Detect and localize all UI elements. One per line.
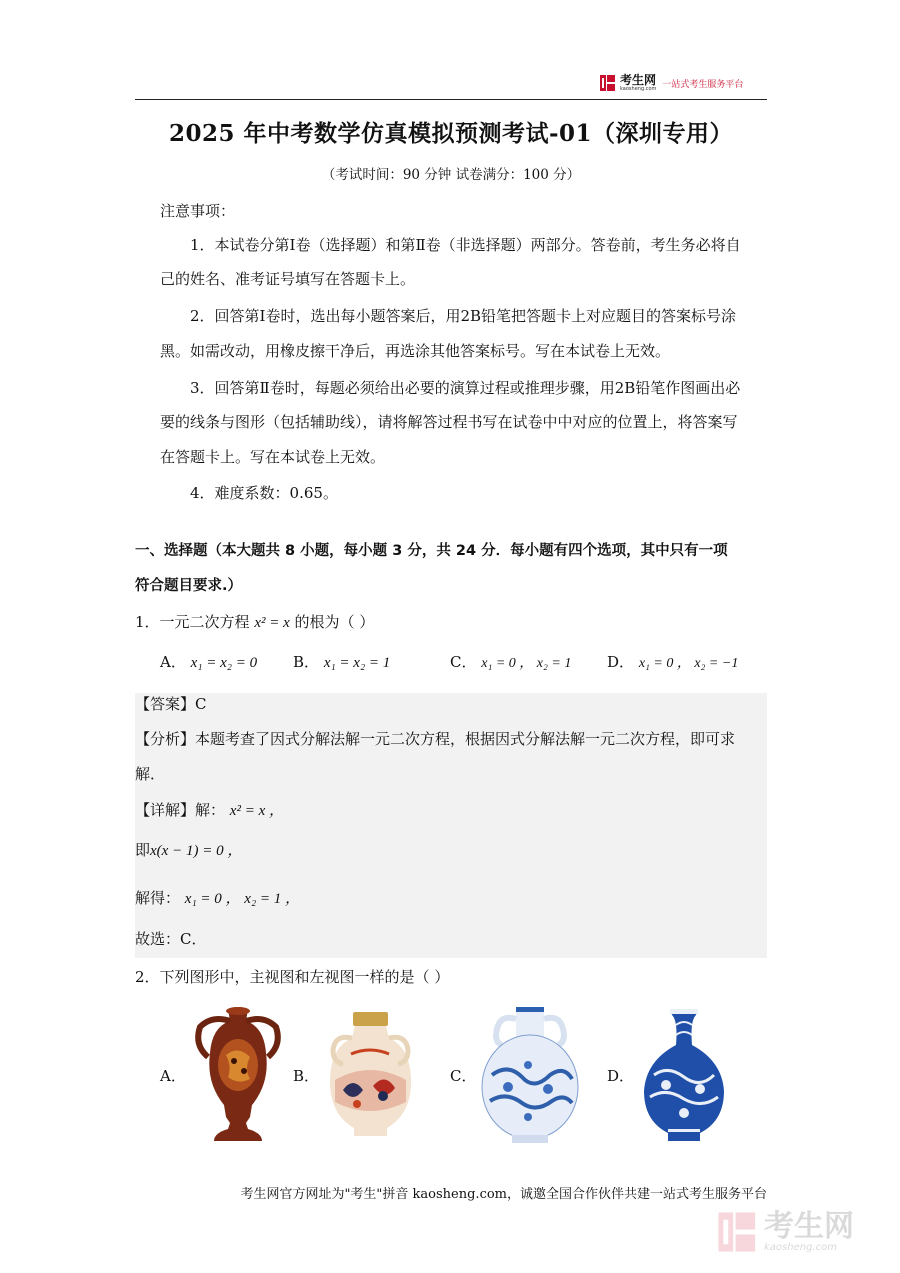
logo-domain: kaosheng.com: [620, 85, 657, 92]
question-2-stem: 2．下列图形中，主视图和左视图一样的是（ ）: [135, 968, 450, 986]
page-footer: 考生网官方网址为"考生"拼音 kaosheng.com，诚邀全国合作伙伴共建一站式考生服务平台: [240, 1187, 767, 1202]
header-logo: [600, 72, 765, 94]
answer-line: 【答案】C: [135, 695, 207, 713]
question-equation: x² = x: [254, 615, 290, 631]
option-c[interactable]: [450, 652, 571, 674]
vase-d-image[interactable]: [638, 1005, 730, 1145]
option-math: x₁ = x₂ = 1: [323, 655, 391, 671]
notes-line: 黑。如需改动，用橡皮擦干净后，再选涂其他答案标号。写在本试卷上无效。: [160, 342, 671, 360]
analysis-line: 解．: [135, 765, 166, 783]
detail-line: [135, 840, 242, 861]
notes-line: 3．回答第Ⅱ卷时，每题必须给出必要的演算过程或推理步骤，用2B铅笔作图画出必: [190, 379, 741, 397]
option-label: B．: [293, 653, 320, 671]
logo-brand: 考生网: [620, 72, 657, 87]
detail-label: 解得：: [135, 889, 181, 907]
detail-label: 【详解】解：: [135, 801, 226, 819]
watermark-brand: 考生网: [764, 1208, 854, 1244]
section-heading: 符合题目要求.）: [135, 578, 243, 594]
vase-a-image[interactable]: [188, 1005, 288, 1145]
vase-c-image[interactable]: [478, 1005, 582, 1145]
analysis-line: 【分析】本题考查了因式分解法解一元二次方程，根据因式分解法解一元二次方程，即可求: [135, 730, 736, 748]
option-d-label[interactable]: D．: [607, 1067, 635, 1085]
logo-text-block: [620, 72, 657, 92]
watermark: [718, 1207, 888, 1257]
notes-heading: 注意事项：: [160, 202, 236, 220]
option-b-label[interactable]: B．: [293, 1067, 320, 1085]
option-label: A．: [160, 653, 186, 671]
detail-label: 即: [135, 841, 151, 859]
vase-b-image[interactable]: [323, 1010, 418, 1140]
option-math: x₁ = 0 ， x₂ = 1: [481, 656, 572, 671]
logo-slogan: 一站式考生服务平台: [662, 79, 744, 90]
notes-line: 要的线条与图形（包括辅助线），请将解答过程书写在试卷中中对应的位置上，将答案写: [160, 413, 738, 431]
question-stem-text: 的根为（ ）: [294, 613, 375, 631]
header-rule: [135, 99, 767, 100]
notes-line: 2．回答第Ⅰ卷时，选出每小题答案后，用2B铅笔把答题卡上对应题目的答案标号涂: [190, 307, 737, 325]
section-heading: 一、选择题（本大题共 8 小题，每小题 3 分，共 24 分．每小题有四个选项，其中只有一项: [135, 543, 728, 559]
option-c-label[interactable]: C．: [450, 1067, 477, 1085]
option-a-label[interactable]: A．: [160, 1067, 186, 1085]
question-stem-text: 1．一元二次方程: [135, 613, 250, 631]
detail-math: x² = x ，: [229, 803, 284, 819]
option-label: D．: [607, 653, 635, 671]
option-d[interactable]: [607, 652, 738, 674]
watermark-text-block: [764, 1208, 854, 1253]
option-a[interactable]: [160, 652, 257, 673]
notes-line: 在答题卡上。写在本试卷上无效。: [160, 448, 386, 466]
detail-line: [135, 888, 300, 909]
page-title: 2025 年中考数学仿真模拟预测考试-01（深圳专用）: [168, 120, 734, 147]
detail-line: [135, 800, 284, 821]
option-label: C．: [450, 653, 477, 671]
page-subtitle: （考试时间：90 分钟 试卷满分：100 分）: [321, 167, 581, 183]
option-math: x₁ = x₂ = 0: [190, 655, 258, 671]
notes-line: 己的姓名、准考证号填写在答题卡上。: [160, 270, 416, 288]
detail-math: x₁ = 0 ， x₂ = 1 ，: [184, 891, 301, 907]
detail-math: x(x − 1) = 0 ，: [150, 843, 243, 859]
watermark-domain: kaosheng.com: [764, 1241, 837, 1253]
option-b[interactable]: [293, 652, 390, 673]
notes-line: 4．难度系数：0.65。: [190, 484, 338, 502]
kaosheng-logo-icon: [600, 74, 616, 92]
notes-line: 1．本试卷分第Ⅰ卷（选择题）和第Ⅱ卷（非选择题）两部分。答卷前，考生务必将自: [190, 236, 741, 254]
question-1-stem: [135, 612, 374, 633]
choose-line: 故选：C．: [135, 930, 207, 948]
option-math: x₁ = 0 ， x₂ = −1: [638, 656, 739, 671]
watermark-logo-icon: [718, 1210, 758, 1254]
